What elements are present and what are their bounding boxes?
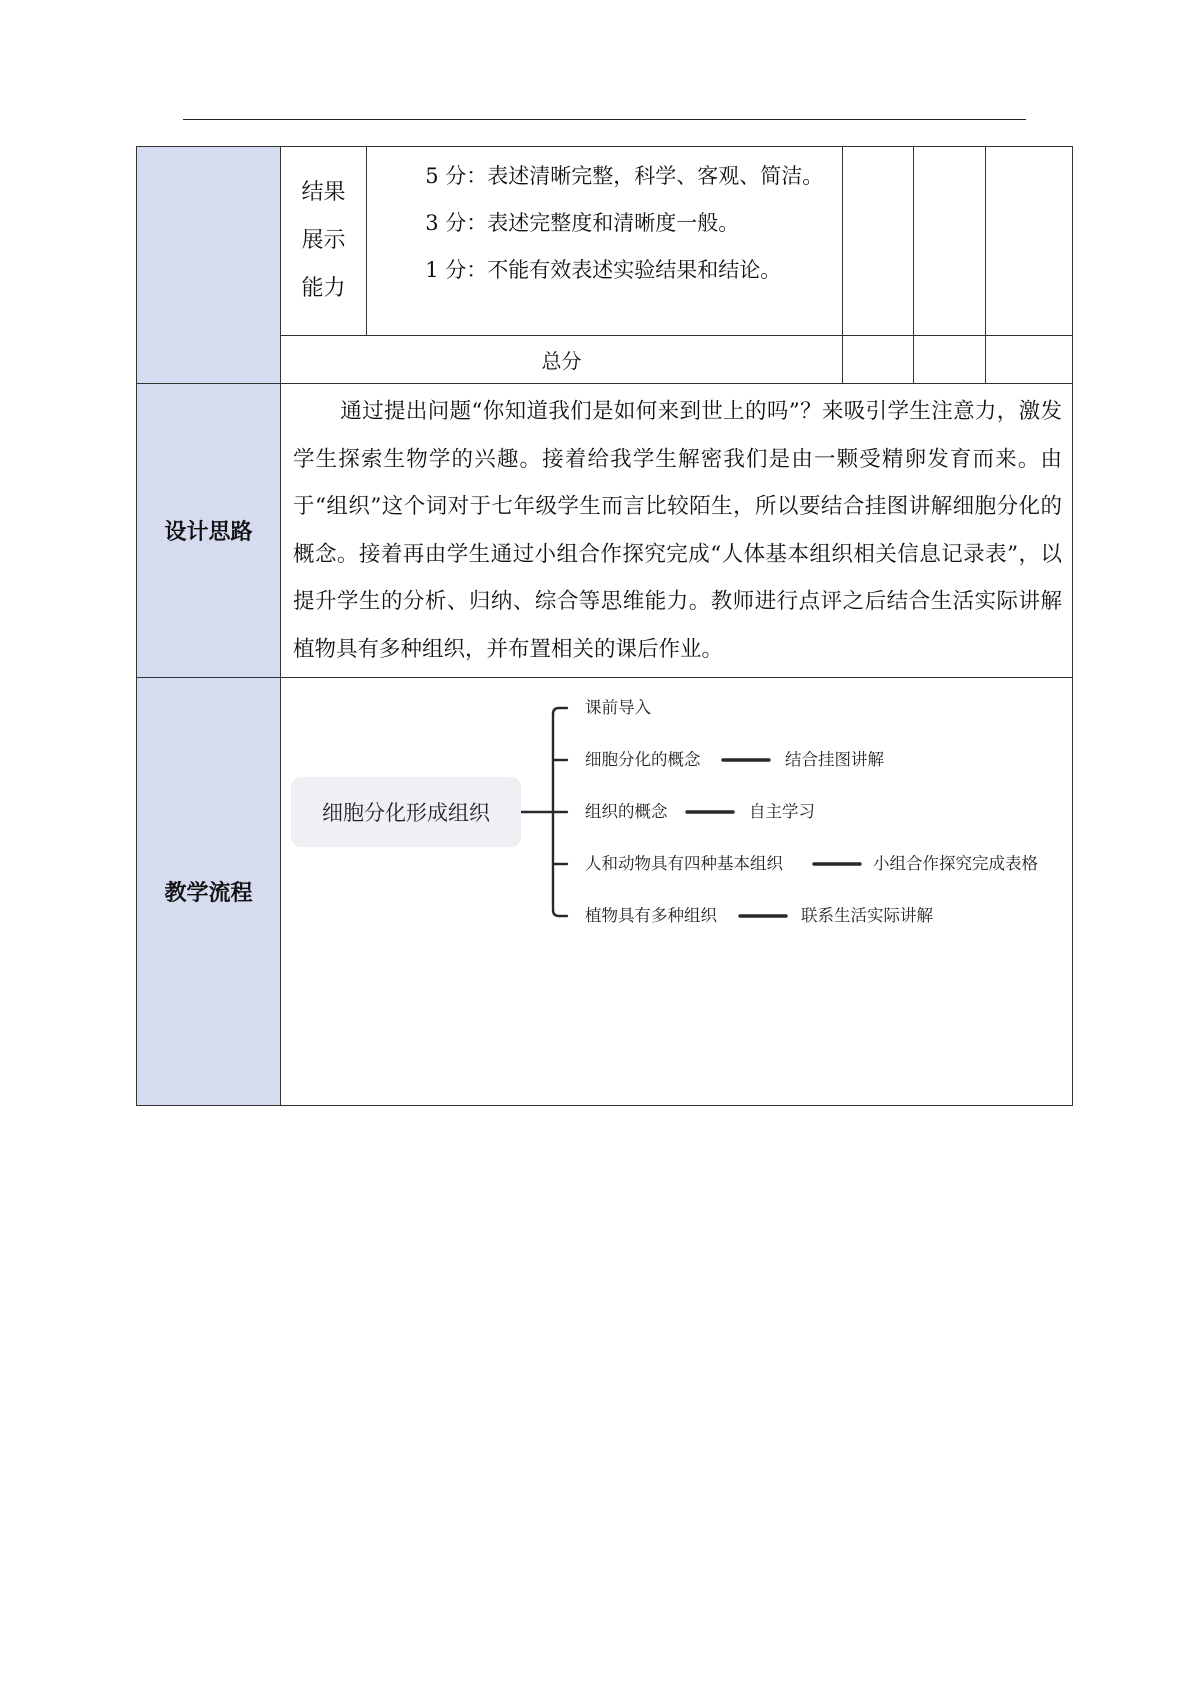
lesson-plan-table xyxy=(136,146,1073,1106)
header-rule xyxy=(183,119,1026,120)
total-score-cell xyxy=(986,336,1073,384)
score-cell xyxy=(843,147,914,336)
rubric-label-cell xyxy=(137,147,281,384)
flow-row xyxy=(137,678,1073,1106)
branch-topic: 植物具有多种组织 xyxy=(585,906,717,925)
branch-topic: 组织的概念 xyxy=(585,802,668,821)
branch-topic: 细胞分化的概念 xyxy=(585,750,701,769)
total-label: 总分 xyxy=(281,336,843,384)
design-label: 设计思路 xyxy=(137,384,281,678)
score-cell xyxy=(914,147,986,336)
branch-detail: 结合挂图讲解 xyxy=(785,750,884,769)
item-line: 结果 xyxy=(301,180,346,205)
criterion-1: 1 分：不能有效表述实验结果和结论。 xyxy=(425,258,782,282)
branch-detail: 小组合作探究完成表格 xyxy=(873,854,1038,873)
flow-cell xyxy=(281,678,1073,1106)
branch-topic: 人和动物具有四种基本组织 xyxy=(585,854,783,873)
item-line: 能力 xyxy=(301,276,346,301)
design-row xyxy=(137,384,1073,678)
rubric-row xyxy=(137,147,1073,336)
branch-topic: 课前导入 xyxy=(585,698,651,717)
score-cell xyxy=(986,147,1073,336)
mind-map-root: 细胞分化形成组织 xyxy=(291,777,521,847)
branch-detail: 自主学习 xyxy=(749,802,815,821)
flow-label: 教学流程 xyxy=(137,678,281,1106)
design-text: 通过提出问题“你知道我们是如何来到世上的吗”？来吸引学生注意力，激发学生探索生物学的兴趣。接着给我学生解密我们是由一颗受精卵发育而来。由于“组织”这个词对于七年级学生而言比较陌生，所以要结合挂图讲解细胞分化的概念。接着再由学生通过小组合作探究完成“人体基本组织相关信息记录表”，以提升学生的分析、归纳、综合等思维能力。教师进行点评之后结合生活实际讲解植物具有多种组织，并布置相关的课后作业。 xyxy=(281,384,1073,678)
item-line: 展示 xyxy=(301,228,346,253)
rubric-item-cell xyxy=(281,147,367,336)
rubric-criteria-cell xyxy=(367,147,843,336)
mind-map xyxy=(281,678,1072,1105)
total-score-cell xyxy=(914,336,986,384)
total-score-cell xyxy=(843,336,914,384)
mind-map-connectors xyxy=(281,678,1072,1105)
branch-detail: 联系生活实际讲解 xyxy=(801,906,933,925)
criterion-3: 3 分：表述完整度和清晰度一般。 xyxy=(425,211,740,235)
criterion-5: 5 分：表述清晰完整，科学、客观、简洁。 xyxy=(425,164,824,188)
